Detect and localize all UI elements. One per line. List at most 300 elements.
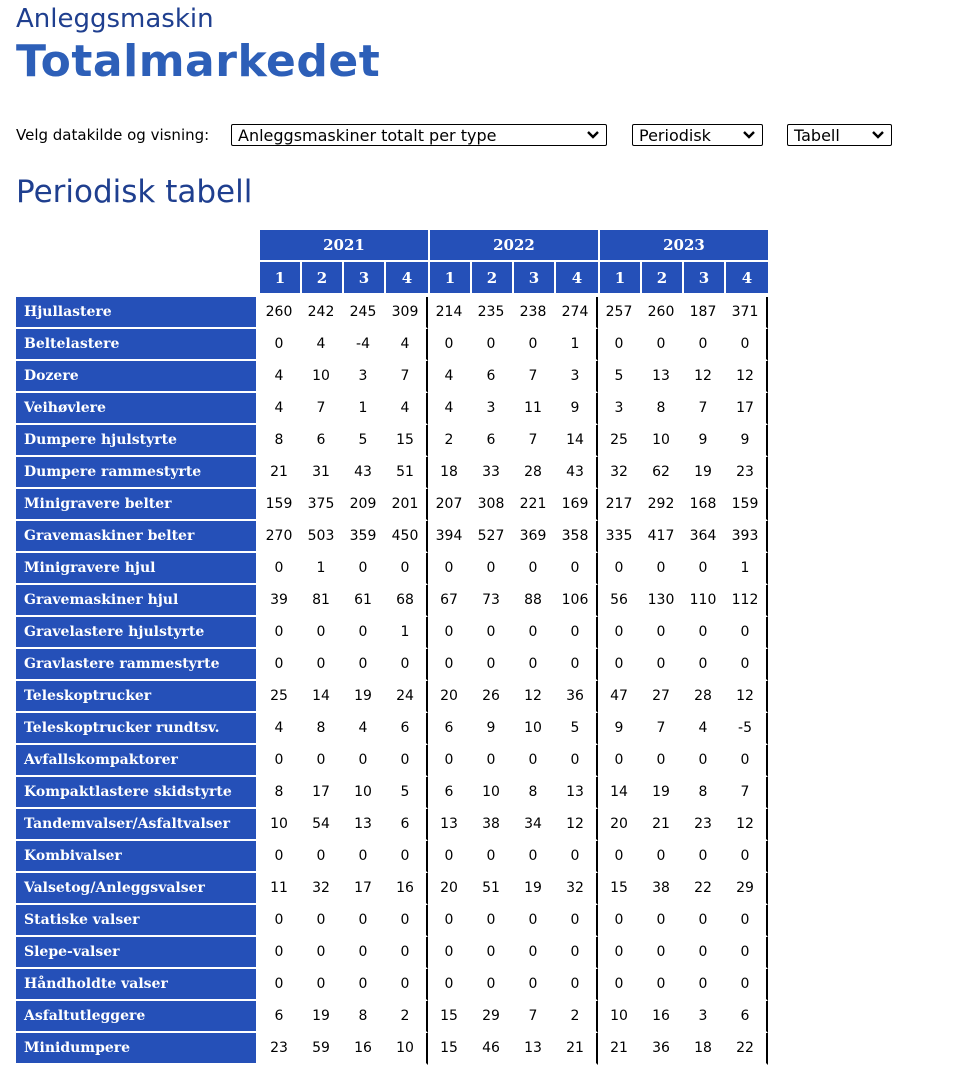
table-cell: 46: [470, 1033, 512, 1065]
table-cell: 0: [258, 617, 300, 649]
chevron-down-icon: [586, 130, 600, 140]
table-cell: 335: [598, 521, 640, 553]
table-cell: 2: [384, 1001, 428, 1033]
table-cell: 0: [342, 649, 384, 681]
row-label: Gravlastere rammestyrte: [16, 649, 258, 681]
year-header: 2021: [258, 230, 428, 262]
table-cell: 51: [384, 457, 428, 489]
table-cell: 6: [724, 1001, 768, 1033]
table-cell: 0: [384, 969, 428, 1001]
table-cell: 23: [682, 809, 724, 841]
table-cell: 88: [512, 585, 554, 617]
table-cell: 221: [512, 489, 554, 521]
table-cell: 12: [724, 809, 768, 841]
table-cell: 19: [300, 1001, 342, 1033]
table-cell: 0: [470, 841, 512, 873]
table-cell: 0: [470, 553, 512, 585]
table-cell: 7: [512, 425, 554, 457]
table-cell: 29: [470, 1001, 512, 1033]
table-cell: 43: [554, 457, 598, 489]
table-cell: 9: [682, 425, 724, 457]
table-cell: 67: [428, 585, 470, 617]
table-cell: 0: [640, 969, 682, 1001]
quarter-header: 4: [384, 262, 428, 297]
table-cell: 11: [512, 393, 554, 425]
table-cell: 13: [554, 777, 598, 809]
table-cell: 0: [512, 745, 554, 777]
table-cell: 0: [300, 841, 342, 873]
table-cell: 0: [724, 745, 768, 777]
quarter-header: 4: [554, 262, 598, 297]
table-cell: 15: [598, 873, 640, 905]
table-cell: 15: [384, 425, 428, 457]
table-cell: 4: [384, 329, 428, 361]
table-cell: 201: [384, 489, 428, 521]
table-cell: 0: [342, 745, 384, 777]
table-cell: 292: [640, 489, 682, 521]
table-cell: 5: [342, 425, 384, 457]
table-cell: 6: [428, 777, 470, 809]
table-cell: 309: [384, 297, 428, 329]
table-cell: 503: [300, 521, 342, 553]
table-row: [16, 329, 768, 361]
table-cell: 36: [554, 681, 598, 713]
table-cell: 10: [342, 777, 384, 809]
table-cell: 245: [342, 297, 384, 329]
row-label: Minigravere belter: [16, 489, 258, 521]
quarter-header: 2: [300, 262, 342, 297]
table-cell: 81: [300, 585, 342, 617]
table-cell: 21: [640, 809, 682, 841]
table-cell: 106: [554, 585, 598, 617]
table-cell: 6: [384, 713, 428, 745]
table-cell: 8: [682, 777, 724, 809]
table-row: [16, 905, 768, 937]
table-cell: 28: [682, 681, 724, 713]
table-cell: 1: [342, 393, 384, 425]
table-cell: 0: [554, 745, 598, 777]
table-cell: 0: [682, 841, 724, 873]
row-label: Gravemaskiner hjul: [16, 585, 258, 617]
table-cell: 12: [724, 361, 768, 393]
table-cell: 39: [258, 585, 300, 617]
table-cell: 0: [598, 329, 640, 361]
table-cell: 0: [682, 905, 724, 937]
controls-bar: [16, 123, 840, 147]
row-label: Tandemvalser/Asfaltvalser: [16, 809, 258, 841]
table-cell: 0: [724, 905, 768, 937]
row-label: Dumpere rammestyrte: [16, 457, 258, 489]
row-label: Dumpere hjulstyrte: [16, 425, 258, 457]
table-cell: 214: [428, 297, 470, 329]
table-cell: 0: [384, 745, 428, 777]
row-label: Beltelastere: [16, 329, 258, 361]
table-cell: 0: [428, 617, 470, 649]
table-cell: 2: [554, 1001, 598, 1033]
row-label: Statiske valser: [16, 905, 258, 937]
table-cell: 110: [682, 585, 724, 617]
table-cell: 0: [598, 841, 640, 873]
table-cell: 33: [470, 457, 512, 489]
table-cell: 0: [512, 841, 554, 873]
quarter-header: 4: [724, 262, 768, 297]
table-body: [16, 297, 768, 1065]
table-cell: 0: [258, 649, 300, 681]
row-label: Valsetog/Anleggsvalser: [16, 873, 258, 905]
row-label: Asfaltutleggere: [16, 1001, 258, 1033]
table-cell: 25: [258, 681, 300, 713]
table-cell: 7: [512, 361, 554, 393]
table-cell: 8: [512, 777, 554, 809]
table-cell: 62: [640, 457, 682, 489]
table-row: [16, 585, 768, 617]
table-cell: 0: [554, 617, 598, 649]
table-cell: 6: [384, 809, 428, 841]
table-cell: 0: [724, 937, 768, 969]
table-cell: 130: [640, 585, 682, 617]
table-cell: 22: [682, 873, 724, 905]
row-label: Teleskoptrucker: [16, 681, 258, 713]
table-cell: 375: [300, 489, 342, 521]
table-cell: 8: [640, 393, 682, 425]
table-cell: 12: [512, 681, 554, 713]
table-cell: 4: [258, 393, 300, 425]
table-cell: 12: [682, 361, 724, 393]
table-cell: 0: [342, 905, 384, 937]
table-row: [16, 521, 768, 553]
table-cell: 9: [724, 425, 768, 457]
table-cell: 29: [724, 873, 768, 905]
table-cell: 0: [300, 745, 342, 777]
quarter-header-row: [16, 262, 768, 297]
row-label: Slepe-valser: [16, 937, 258, 969]
table-cell: 6: [428, 713, 470, 745]
table-cell: 0: [598, 937, 640, 969]
table-cell: 257: [598, 297, 640, 329]
table-cell: 274: [554, 297, 598, 329]
table-cell: 7: [682, 393, 724, 425]
table-cell: 7: [724, 777, 768, 809]
page-title: Totalmarkedet: [16, 36, 381, 87]
table-cell: 0: [554, 553, 598, 585]
table-cell: 23: [724, 457, 768, 489]
table-cell: 28: [512, 457, 554, 489]
table-cell: 47: [598, 681, 640, 713]
table-cell: 18: [428, 457, 470, 489]
table-cell: 0: [682, 329, 724, 361]
table-row: [16, 361, 768, 393]
table-cell: 358: [554, 521, 598, 553]
table-cell: 27: [640, 681, 682, 713]
table-cell: 0: [470, 329, 512, 361]
table-cell: -5: [724, 713, 768, 745]
table-cell: 3: [342, 361, 384, 393]
table-cell: 19: [640, 777, 682, 809]
table-cell: 32: [300, 873, 342, 905]
chevron-down-icon: [871, 130, 885, 140]
table-cell: 450: [384, 521, 428, 553]
table-row: [16, 681, 768, 713]
table-cell: 16: [640, 1001, 682, 1033]
table-cell: 260: [258, 297, 300, 329]
table-cell: 270: [258, 521, 300, 553]
table-cell: 4: [258, 361, 300, 393]
table-row: [16, 873, 768, 905]
table-row: [16, 553, 768, 585]
table-cell: 0: [682, 553, 724, 585]
table-cell: -4: [342, 329, 384, 361]
quarter-header: 3: [342, 262, 384, 297]
table-cell: 6: [300, 425, 342, 457]
table-cell: 10: [640, 425, 682, 457]
table-cell: 260: [640, 297, 682, 329]
table-cell: 1: [554, 329, 598, 361]
row-label: Hjullastere: [16, 297, 258, 329]
table-cell: 0: [428, 937, 470, 969]
table-cell: 0: [470, 905, 512, 937]
table-cell: 0: [640, 649, 682, 681]
table-cell: 4: [384, 393, 428, 425]
table-cell: 0: [258, 905, 300, 937]
table-row: [16, 777, 768, 809]
table-cell: 38: [470, 809, 512, 841]
quarter-header: 2: [470, 262, 512, 297]
table-cell: 23: [258, 1033, 300, 1065]
table-cell: 0: [724, 329, 768, 361]
row-label: Kombivalser: [16, 841, 258, 873]
table-cell: 10: [258, 809, 300, 841]
table-cell: 0: [724, 969, 768, 1001]
table-cell: 19: [342, 681, 384, 713]
table-cell: 36: [640, 1033, 682, 1065]
table-cell: 238: [512, 297, 554, 329]
period-select[interactable]: [632, 124, 763, 146]
table-cell: 51: [470, 873, 512, 905]
table-cell: 0: [512, 905, 554, 937]
table-cell: 0: [470, 969, 512, 1001]
table-cell: 4: [300, 329, 342, 361]
table-cell: 0: [470, 937, 512, 969]
table-cell: 32: [598, 457, 640, 489]
table-row: [16, 649, 768, 681]
row-label: Dozere: [16, 361, 258, 393]
table-cell: 5: [384, 777, 428, 809]
table-cell: 11: [258, 873, 300, 905]
table-cell: 0: [554, 841, 598, 873]
table-cell: 0: [640, 329, 682, 361]
table-cell: 21: [598, 1033, 640, 1065]
table-cell: 4: [342, 713, 384, 745]
table-cell: 0: [258, 841, 300, 873]
row-label: Minigravere hjul: [16, 553, 258, 585]
table-cell: 169: [554, 489, 598, 521]
table-cell: 0: [598, 905, 640, 937]
table-cell: 12: [724, 681, 768, 713]
table-cell: 68: [384, 585, 428, 617]
view-select[interactable]: [787, 124, 892, 146]
table-cell: 15: [428, 1001, 470, 1033]
table-cell: 13: [428, 809, 470, 841]
table-cell: 19: [512, 873, 554, 905]
table-cell: 0: [598, 617, 640, 649]
table-cell: 217: [598, 489, 640, 521]
year-header: 2023: [598, 230, 768, 262]
table-cell: 0: [640, 905, 682, 937]
table-cell: 1: [300, 553, 342, 585]
table-cell: 0: [428, 745, 470, 777]
row-label: Veihøvlere: [16, 393, 258, 425]
table-cell: 3: [682, 1001, 724, 1033]
table-row: [16, 393, 768, 425]
table-row: [16, 1033, 768, 1065]
table-row: [16, 937, 768, 969]
table-cell: 3: [598, 393, 640, 425]
table-cell: 54: [300, 809, 342, 841]
table-cell: 31: [300, 457, 342, 489]
table-cell: 3: [470, 393, 512, 425]
table-cell: 7: [300, 393, 342, 425]
table-cell: 0: [598, 649, 640, 681]
table-cell: 187: [682, 297, 724, 329]
table-cell: 10: [300, 361, 342, 393]
chevron-down-icon: [742, 130, 756, 140]
table-corner: [16, 230, 258, 262]
table-corner: [16, 262, 258, 297]
table-cell: 14: [300, 681, 342, 713]
table-cell: 0: [258, 553, 300, 585]
table-cell: 394: [428, 521, 470, 553]
table-row: [16, 457, 768, 489]
row-label: Avfallskompaktorer: [16, 745, 258, 777]
table-cell: 417: [640, 521, 682, 553]
table-cell: 242: [300, 297, 342, 329]
table-cell: 0: [682, 937, 724, 969]
table-cell: 8: [342, 1001, 384, 1033]
table-cell: 0: [640, 937, 682, 969]
quarter-header: 3: [512, 262, 554, 297]
table-cell: 10: [598, 1001, 640, 1033]
table-cell: 0: [258, 745, 300, 777]
table-cell: 359: [342, 521, 384, 553]
table-cell: 9: [470, 713, 512, 745]
controls-label: Velg datakilde og visning:: [16, 126, 210, 144]
table-cell: 0: [724, 841, 768, 873]
table-cell: 0: [598, 969, 640, 1001]
table-cell: 0: [724, 649, 768, 681]
table-cell: 0: [300, 649, 342, 681]
table-cell: 0: [512, 617, 554, 649]
table-cell: 0: [554, 649, 598, 681]
table-cell: 0: [682, 969, 724, 1001]
table-cell: 26: [470, 681, 512, 713]
table-cell: 0: [554, 905, 598, 937]
table-cell: 73: [470, 585, 512, 617]
table-cell: 38: [640, 873, 682, 905]
table-row: [16, 809, 768, 841]
quarter-header: 1: [598, 262, 640, 297]
row-label: Teleskoptrucker rundtsv.: [16, 713, 258, 745]
table-row: [16, 745, 768, 777]
table-cell: 0: [258, 969, 300, 1001]
table-cell: 0: [300, 905, 342, 937]
table-cell: 0: [640, 841, 682, 873]
table-cell: 0: [682, 745, 724, 777]
table-cell: 19: [682, 457, 724, 489]
table-cell: 7: [640, 713, 682, 745]
table-cell: 17: [300, 777, 342, 809]
table-cell: 0: [682, 617, 724, 649]
year-header-row: [16, 230, 768, 262]
table-cell: 15: [428, 1033, 470, 1065]
table-cell: 7: [512, 1001, 554, 1033]
table-cell: 0: [384, 905, 428, 937]
table-cell: 18: [682, 1033, 724, 1065]
table-cell: 0: [470, 745, 512, 777]
table-row: [16, 297, 768, 329]
periodic-table: [16, 230, 768, 1065]
table-cell: 371: [724, 297, 768, 329]
table-cell: 0: [512, 649, 554, 681]
table-cell: 20: [598, 809, 640, 841]
table-cell: 4: [682, 713, 724, 745]
table-cell: 0: [300, 969, 342, 1001]
quarter-header: 3: [682, 262, 724, 297]
table-cell: 0: [428, 841, 470, 873]
table-cell: 9: [598, 713, 640, 745]
table-row: [16, 1001, 768, 1033]
table-cell: 34: [512, 809, 554, 841]
table-cell: 0: [470, 617, 512, 649]
table-cell: 0: [512, 969, 554, 1001]
table-cell: 0: [512, 937, 554, 969]
table-cell: 6: [470, 361, 512, 393]
table-cell: 32: [554, 873, 598, 905]
table-cell: 0: [428, 649, 470, 681]
year-header: 2022: [428, 230, 598, 262]
table-row: [16, 969, 768, 1001]
table-cell: 0: [470, 649, 512, 681]
table-cell: 61: [342, 585, 384, 617]
table-cell: 0: [640, 617, 682, 649]
table-cell: 24: [384, 681, 428, 713]
table-cell: 25: [598, 425, 640, 457]
quarter-header: 2: [640, 262, 682, 297]
datasource-select[interactable]: [231, 124, 607, 146]
table-cell: 0: [342, 553, 384, 585]
table-cell: 12: [554, 809, 598, 841]
row-label: Minidumpere: [16, 1033, 258, 1065]
table-cell: 20: [428, 681, 470, 713]
page-subtitle: Anleggsmaskin: [16, 4, 214, 34]
table-cell: 0: [640, 553, 682, 585]
table-cell: 8: [258, 777, 300, 809]
table-cell: 1: [724, 553, 768, 585]
table-cell: 43: [342, 457, 384, 489]
row-label: Gravelastere hjulstyrte: [16, 617, 258, 649]
table-cell: 10: [384, 1033, 428, 1065]
table-cell: 3: [554, 361, 598, 393]
table-cell: 17: [724, 393, 768, 425]
table-cell: 364: [682, 521, 724, 553]
table-cell: 7: [384, 361, 428, 393]
table-cell: 8: [300, 713, 342, 745]
table-cell: 4: [428, 393, 470, 425]
table-cell: 22: [724, 1033, 768, 1065]
table-cell: 4: [428, 361, 470, 393]
quarter-header: 1: [428, 262, 470, 297]
table-cell: 0: [428, 553, 470, 585]
table-cell: 207: [428, 489, 470, 521]
